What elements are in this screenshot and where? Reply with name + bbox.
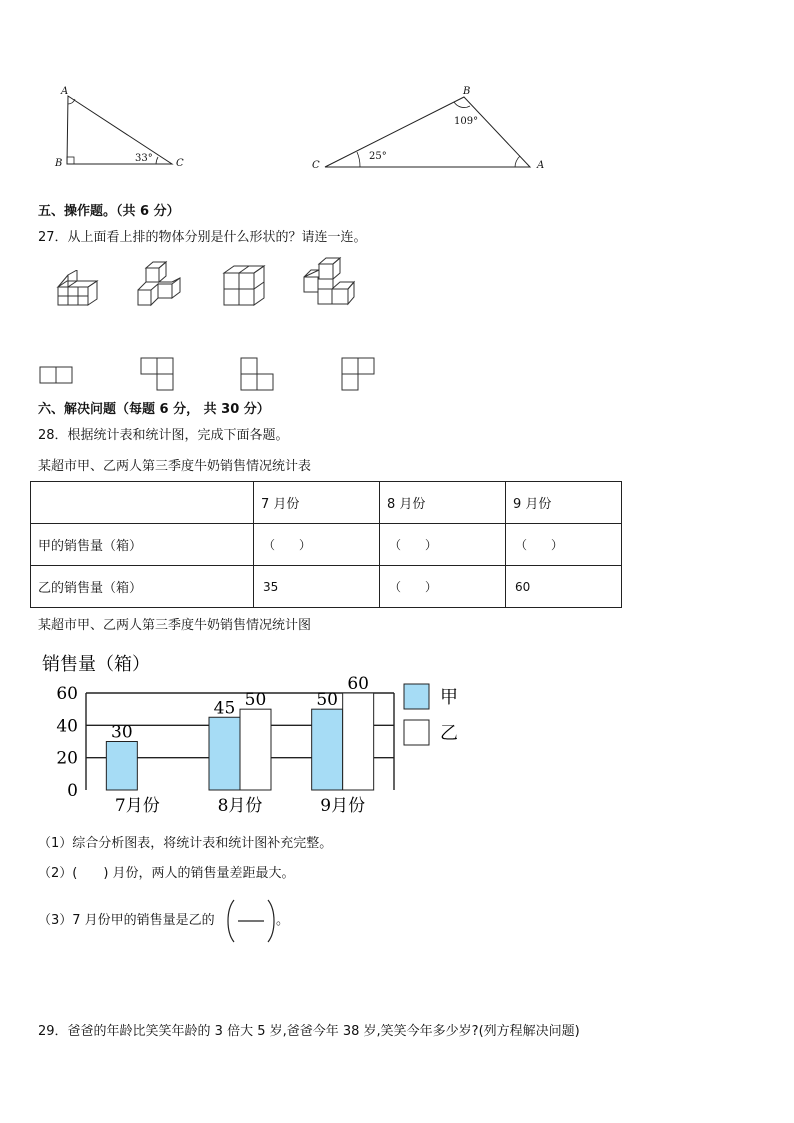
y-tick-label: 60 xyxy=(56,684,78,704)
vertex-label-b: B xyxy=(55,158,63,169)
triangle-bca-obtuse xyxy=(320,90,540,172)
y-tick-label: 20 xyxy=(56,748,78,769)
angle-label-25: 25° xyxy=(369,151,387,162)
bar-data-label: 50 xyxy=(316,690,338,711)
table-header-cell: 7 月份 xyxy=(254,482,380,524)
legend-label: 甲 xyxy=(440,687,458,708)
table-cell xyxy=(31,482,254,524)
legend-swatch xyxy=(404,684,429,709)
bar-data-label: 60 xyxy=(347,674,369,694)
table-cell[interactable]: （ ） xyxy=(254,524,380,566)
y-tick-label: 0 xyxy=(67,781,78,801)
vertex-label-b2: B xyxy=(463,86,471,97)
top-view-3 xyxy=(238,356,278,394)
vertex-label-a: A xyxy=(61,86,69,97)
x-tick-label: 7月份 xyxy=(114,796,160,816)
bar-乙 xyxy=(240,709,271,790)
angle-label-109: 109° xyxy=(454,116,479,127)
question-28-2: （2）( ) 月份，两人的销售量差距最大。 xyxy=(38,866,295,881)
statistics-table xyxy=(30,481,622,608)
bar-data-label: 45 xyxy=(213,698,236,719)
cube-figure-3 xyxy=(222,263,270,309)
bar-data-label: 30 xyxy=(111,722,133,743)
cube-figure-4 xyxy=(300,255,356,309)
question-28-1: （1）综合分析图表，将统计表和统计图补充完整。 xyxy=(38,836,333,851)
bar-甲 xyxy=(312,709,343,790)
vertex-label-c: C xyxy=(176,158,184,169)
x-tick-label: 8月份 xyxy=(217,796,263,816)
legend-swatch xyxy=(404,720,429,745)
section-5-heading: 五、操作题。（共 6 分） xyxy=(38,204,180,219)
cube-figure-2 xyxy=(136,260,188,310)
question-29: 29．爸爸的年龄比笑笑年龄的 3 倍大 5 岁,爸爸今年 38 岁,笑笑今年多少岁?(列方程解决问题) xyxy=(38,1024,580,1039)
cube-figure-1 xyxy=(55,270,105,310)
top-view-2 xyxy=(138,356,178,394)
table-cell[interactable]: （ ） xyxy=(380,524,506,566)
bar-甲 xyxy=(209,717,240,790)
vertex-label-a2: A xyxy=(537,160,545,171)
vertex-label-c2: C xyxy=(312,160,320,171)
fraction-blank[interactable] xyxy=(224,898,278,944)
table-row xyxy=(31,524,622,566)
table-cell[interactable]: （ ） xyxy=(506,524,622,566)
bar-data-label: 50 xyxy=(244,690,267,711)
bar-乙 xyxy=(343,693,374,790)
table-row xyxy=(31,566,622,608)
question-28: 28．根据统计表和统计图，完成下面各题。 xyxy=(38,428,289,443)
bar-甲 xyxy=(106,742,137,791)
question-28-3-end: 。 xyxy=(276,913,290,928)
table-cell: 60 xyxy=(506,566,622,608)
legend-label: 乙 xyxy=(440,723,458,744)
table-header-row xyxy=(31,482,622,524)
section-6-heading: 六、解决问题（每题 6 分， 共 30 分） xyxy=(38,402,270,417)
table-cell: 35 xyxy=(254,566,380,608)
y-axis-label: 销售量（箱） xyxy=(42,654,150,675)
table-cell[interactable]: （ ） xyxy=(380,566,506,608)
table-header-cell: 8 月份 xyxy=(380,482,506,524)
table-cell: 乙的销售量（箱） xyxy=(31,566,254,608)
y-tick-label: 40 xyxy=(56,716,78,737)
table-header-cell: 9 月份 xyxy=(506,482,622,524)
triangle-abc-right-angle xyxy=(50,84,190,176)
chart-title: 某超市甲、乙两人第三季度牛奶销售情况统计图 xyxy=(38,618,312,633)
x-tick-label: 9月份 xyxy=(320,796,366,816)
question-28-3: （3）7 月份甲的销售量是乙的 xyxy=(38,913,215,928)
question-27: 27．从上面看上排的物体分别是什么形状的？请连一连。 xyxy=(38,230,367,245)
top-view-4 xyxy=(339,356,379,394)
table-cell: 甲的销售量（箱） xyxy=(31,524,254,566)
table-title: 某超市甲、乙两人第三季度牛奶销售情况统计表 xyxy=(38,459,312,474)
top-view-1 xyxy=(38,364,78,386)
bar-chart xyxy=(30,645,480,820)
angle-label-33: 33° xyxy=(135,153,153,164)
